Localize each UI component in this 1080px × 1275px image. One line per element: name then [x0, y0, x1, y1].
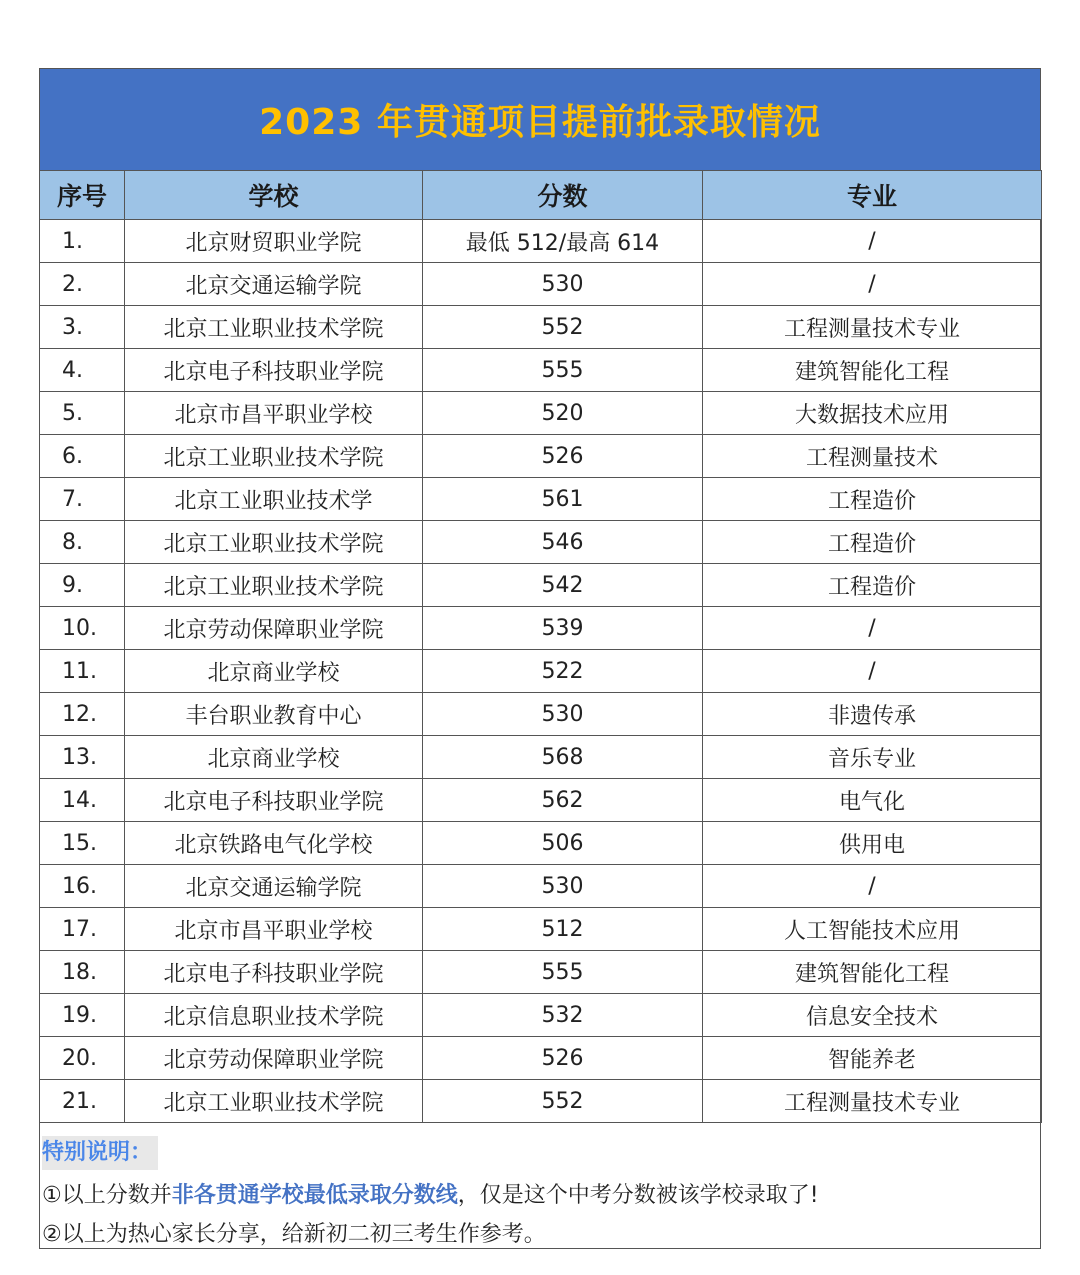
row-score-cell: 最低 512/最高 614 — [423, 220, 703, 263]
note-1-prefix: ①以上分数并 — [42, 1183, 172, 1208]
table-row — [40, 349, 1042, 392]
admission-table — [39, 170, 1042, 1123]
row-major-cell: 智能养老 — [703, 1037, 1042, 1080]
row-score-cell: 555 — [423, 951, 703, 994]
table-row — [40, 607, 1042, 650]
row-major-cell: 工程测量技术 — [703, 435, 1042, 478]
row-score-cell: 522 — [423, 650, 703, 693]
table-row — [40, 306, 1042, 349]
row-index-cell: 13. — [40, 736, 125, 779]
row-major-cell: 建筑智能化工程 — [703, 951, 1042, 994]
table-row — [40, 1037, 1042, 1080]
row-major-cell: 信息安全技术 — [703, 994, 1042, 1037]
row-school-cell: 北京商业学校 — [125, 736, 423, 779]
row-major-cell: / — [703, 650, 1042, 693]
row-index-cell: 19. — [40, 994, 125, 1037]
row-school-cell: 北京工业职业技术学院 — [125, 1080, 423, 1123]
row-school-cell: 丰台职业教育中心 — [125, 693, 423, 736]
row-school-cell: 北京信息职业技术学院 — [125, 994, 423, 1037]
row-index-cell: 20. — [40, 1037, 125, 1080]
row-score-cell: 530 — [423, 693, 703, 736]
table-body — [40, 220, 1042, 1123]
row-index-cell: 21. — [40, 1080, 125, 1123]
table-row — [40, 994, 1042, 1037]
row-index-cell: 8. — [40, 521, 125, 564]
table-row — [40, 392, 1042, 435]
table-row — [40, 220, 1042, 263]
row-school-cell: 北京交通运输学院 — [125, 263, 423, 306]
row-index-cell: 17. — [40, 908, 125, 951]
row-score-cell: 546 — [423, 521, 703, 564]
row-major-cell: 非遗传承 — [703, 693, 1042, 736]
row-score-cell: 542 — [423, 564, 703, 607]
row-school-cell: 北京商业学校 — [125, 650, 423, 693]
row-index-cell: 4. — [40, 349, 125, 392]
row-major-cell: 电气化 — [703, 779, 1042, 822]
row-school-cell: 北京劳动保障职业学院 — [125, 1037, 423, 1080]
row-major-cell: 工程测量技术专业 — [703, 1080, 1042, 1123]
row-score-cell: 530 — [423, 263, 703, 306]
row-score-cell: 520 — [423, 392, 703, 435]
table-row — [40, 779, 1042, 822]
table-row — [40, 736, 1042, 779]
row-school-cell: 北京工业职业技术学院 — [125, 435, 423, 478]
row-major-cell: 工程造价 — [703, 564, 1042, 607]
table-header-row — [40, 171, 1042, 220]
header-school: 学校 — [125, 171, 423, 220]
row-school-cell: 北京电子科技职业学院 — [125, 349, 423, 392]
row-school-cell: 北京劳动保障职业学院 — [125, 607, 423, 650]
row-index-cell: 10. — [40, 607, 125, 650]
row-major-cell: / — [703, 607, 1042, 650]
row-index-cell: 9. — [40, 564, 125, 607]
row-score-cell: 532 — [423, 994, 703, 1037]
header-score: 分数 — [423, 171, 703, 220]
row-major-cell: / — [703, 220, 1042, 263]
table-row — [40, 478, 1042, 521]
row-index-cell: 1. — [40, 220, 125, 263]
row-score-cell: 526 — [423, 435, 703, 478]
row-school-cell: 北京工业职业技术学院 — [125, 306, 423, 349]
row-major-cell: 人工智能技术应用 — [703, 908, 1042, 951]
table-row — [40, 951, 1042, 994]
row-score-cell: 539 — [423, 607, 703, 650]
table-row — [40, 908, 1042, 951]
row-index-cell: 12. — [40, 693, 125, 736]
row-school-cell: 北京工业职业技术学院 — [125, 564, 423, 607]
row-index-cell: 14. — [40, 779, 125, 822]
row-major-cell: 建筑智能化工程 — [703, 349, 1042, 392]
table-row — [40, 564, 1042, 607]
row-major-cell: 音乐专业 — [703, 736, 1042, 779]
table-row — [40, 822, 1042, 865]
row-school-cell: 北京市昌平职业学校 — [125, 908, 423, 951]
header-major: 专业 — [703, 171, 1042, 220]
row-index-cell: 5. — [40, 392, 125, 435]
page-title: 2023 年贯通项目提前批录取情况 — [259, 102, 821, 143]
row-score-cell: 506 — [423, 822, 703, 865]
row-index-cell: 16. — [40, 865, 125, 908]
note-line-1 — [42, 1178, 819, 1209]
row-school-cell: 北京市昌平职业学校 — [125, 392, 423, 435]
note-line-2: ②以上为热心家长分享，给新初二初三考生作参考。 — [42, 1222, 546, 1247]
notes-heading: 特别说明： — [42, 1136, 158, 1170]
row-score-cell: 561 — [423, 478, 703, 521]
title-bar — [40, 69, 1040, 171]
row-school-cell: 北京财贸职业学院 — [125, 220, 423, 263]
row-school-cell: 北京电子科技职业学院 — [125, 779, 423, 822]
row-school-cell: 北京电子科技职业学院 — [125, 951, 423, 994]
row-score-cell: 568 — [423, 736, 703, 779]
table-row — [40, 865, 1042, 908]
row-major-cell: 大数据技术应用 — [703, 392, 1042, 435]
admission-table-sheet — [39, 68, 1041, 1249]
note-1-suffix: ，仅是这个中考分数被该学校录取了! — [457, 1183, 819, 1208]
row-major-cell: / — [703, 865, 1042, 908]
row-index-cell: 18. — [40, 951, 125, 994]
table-row — [40, 435, 1042, 478]
table-row — [40, 521, 1042, 564]
row-index-cell: 11. — [40, 650, 125, 693]
row-school-cell: 北京铁路电气化学校 — [125, 822, 423, 865]
row-index-cell: 7. — [40, 478, 125, 521]
row-index-cell: 2. — [40, 263, 125, 306]
row-score-cell: 562 — [423, 779, 703, 822]
notes-section — [40, 1130, 1040, 1248]
row-school-cell: 北京交通运输学院 — [125, 865, 423, 908]
row-major-cell: 供用电 — [703, 822, 1042, 865]
row-index-cell: 15. — [40, 822, 125, 865]
table-row — [40, 1080, 1042, 1123]
row-score-cell: 526 — [423, 1037, 703, 1080]
header-index: 序号 — [40, 171, 125, 220]
row-major-cell: 工程造价 — [703, 478, 1042, 521]
row-index-cell: 3. — [40, 306, 125, 349]
note-1-highlight: 非各贯通学校最低录取分数线 — [171, 1183, 458, 1208]
row-score-cell: 552 — [423, 1080, 703, 1123]
table-row — [40, 263, 1042, 306]
table-row — [40, 693, 1042, 736]
row-major-cell: 工程造价 — [703, 521, 1042, 564]
row-major-cell: 工程测量技术专业 — [703, 306, 1042, 349]
row-score-cell: 530 — [423, 865, 703, 908]
row-score-cell: 552 — [423, 306, 703, 349]
row-school-cell: 北京工业职业技术学院 — [125, 521, 423, 564]
row-score-cell: 512 — [423, 908, 703, 951]
row-school-cell: 北京工业职业技术学 — [125, 478, 423, 521]
table-row — [40, 650, 1042, 693]
row-index-cell: 6. — [40, 435, 125, 478]
row-score-cell: 555 — [423, 349, 703, 392]
row-major-cell: / — [703, 263, 1042, 306]
